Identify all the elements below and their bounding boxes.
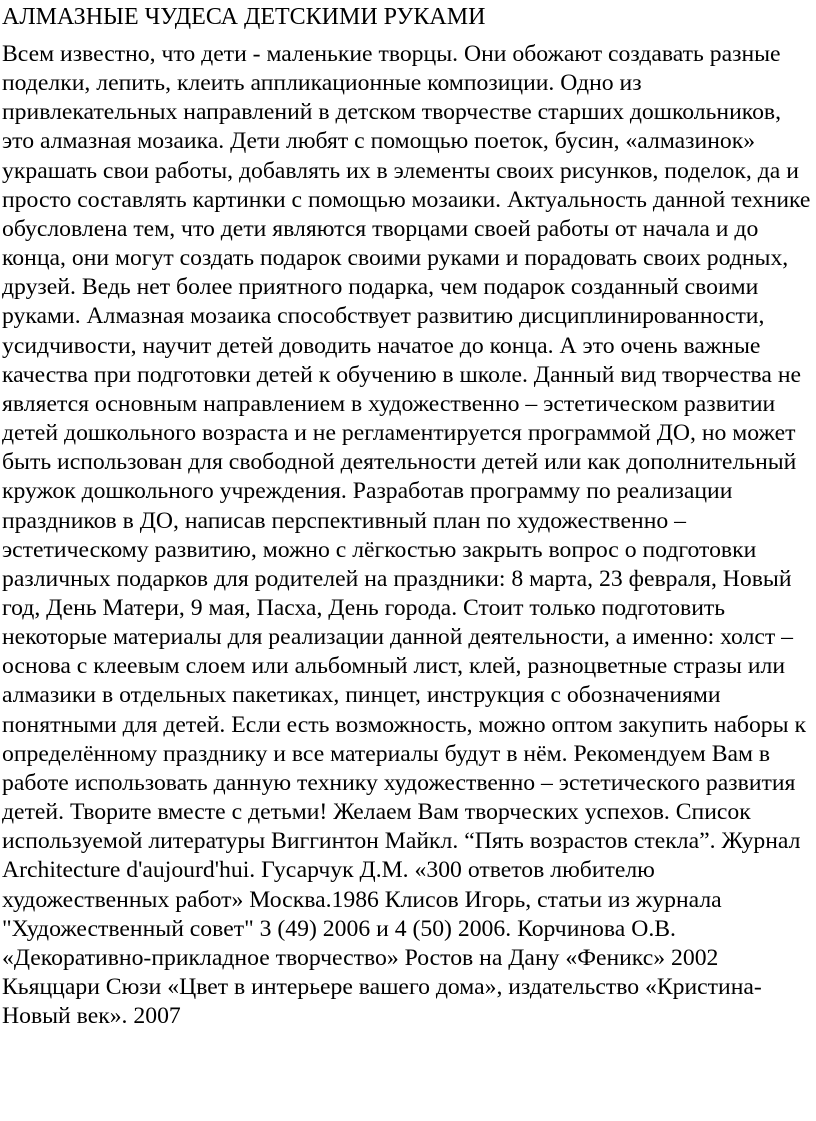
- document-title: АЛМАЗНЫЕ ЧУДЕСА ДЕТСКИМИ РУКАМИ: [2, 4, 486, 30]
- document-body-paragraph: Всем известно, что дети - маленькие творцы. Они обожают создавать разные поделки, лепить, клеить аппликационные композиции. Одно из привлекательных направлений в детском творчестве старших дошкольников, это алмазная мозаика. Дети любят с помощью поеток, бусин, «алмазинок» украшать свои работы, добавлять их в элементы своих рисунков, поделок, да и просто составлять картинки с помощью мозаики. Актуальность данной технике обусловлена тем, что дети являются творцами своей работы от начала и до конца, они могут создать подарок своими руками и порадовать своих родных, друзей. Ведь нет более приятного подарка, чем подарок созданный своими руками. Алмазная мозаика способствует развитию дисциплинированности, усидчивости, научит детей доводить начатое до конца. А это очень важные качества при подготовки детей к обучению в школе. Данный вид творчества не является основным направлением в художественно – эстетическом развитии детей дошкольного возраста и не регламентируется программой ДО, но может быть использован для свободной деятельности детей или как дополнительный кружок дошкольного учреждения. Разработав программу по реализации праздников в ДО, написав перспективный план по художественно – эстетическому развитию, можно с лёгкостью закрыть вопрос о подготовки различных подарков для родителей на праздники: 8 марта, 23 февраля, Новый год, День Матери, 9 мая, Пасха, День города. Стоит только подготовить некоторые материалы для реализации данной деятельности, а именно: холст – основа с клеевым слоем или альбомный лист, клей, разноцветные стразы или алмазики в отдельных пакетиках, пинцет, инструкция с обозначениями понятными для детей. Если есть возможность, можно оптом закупить наборы к определённому празднику и все материалы будут в нём. Рекомендуем Вам в работе использовать данную технику художественно – эстетического развития детей. Творите вместе с детьми! Желаем Вам творческих успехов. Список используемой литературы Виггинтон Майкл. “Пять возрастов стекла”. Журнал Architecture d'aujourd'hui. Гусарчук Д.М. «300 ответов любителю художественных работ» Москва.1986 Клисов Игорь, статьи из журнала "Художественный совет" 3 (49) 2006 и 4 (50) 2006. Корчинова О.В. «Декоративно-прикладное творчество» Ростов на Дану «Феникс» 2002 Кьяццари Сюзи «Цвет в интерьере вашего дома», издательство «Кристина-Новый век». 2007: [2, 41, 811, 1030]
